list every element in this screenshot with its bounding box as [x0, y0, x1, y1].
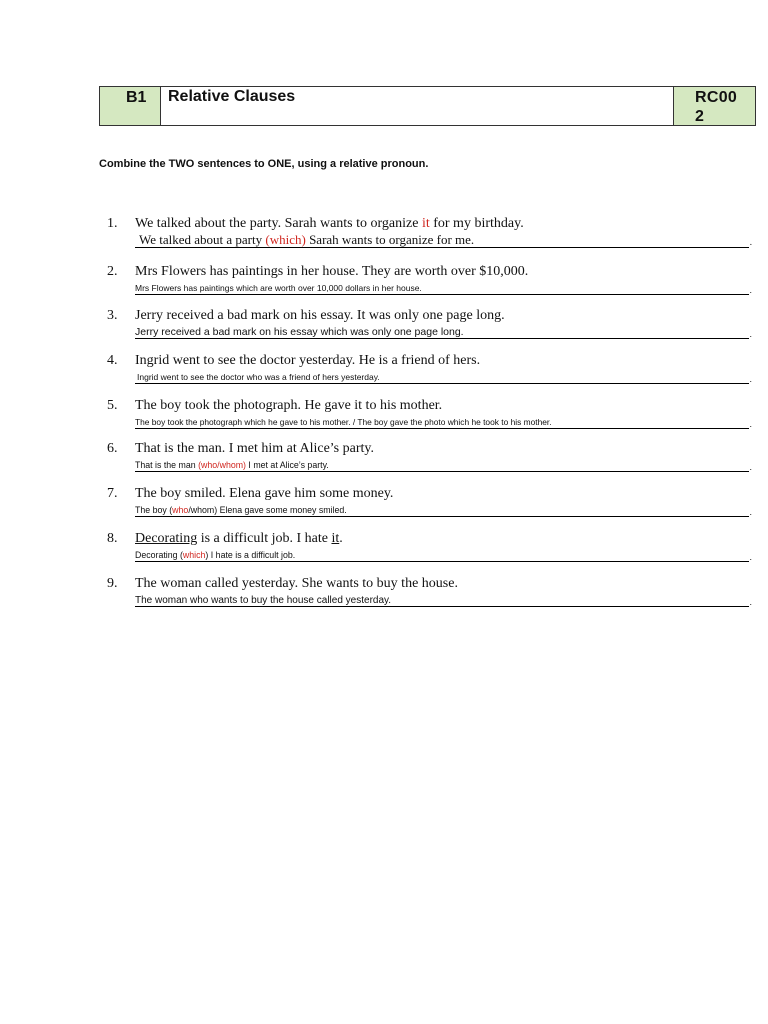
- answer-line: [135, 595, 752, 607]
- question: The boy smiled. Elena gave him some money.: [135, 486, 394, 501]
- answer-text: Mrs Flowers has paintings which are worth over 10,000 dollars in her house.: [135, 283, 422, 293]
- item-number: 7.: [107, 486, 118, 501]
- instruction: Combine the TWO sentences to ONE, using a relative pronoun.: [99, 158, 429, 170]
- answer-highlight: who: [172, 505, 189, 515]
- item-number: 5.: [107, 398, 118, 413]
- title-cell: Relative Clauses: [161, 87, 674, 125]
- answer-highlight: (which): [265, 232, 306, 247]
- question: The woman called yesterday. She wants to buy the house.: [135, 576, 458, 591]
- item-number: 2.: [107, 264, 118, 279]
- question-text-end: for my birthday.: [429, 216, 524, 231]
- answer-line: [135, 417, 752, 429]
- answer-text: The woman who wants to buy the house called yesterday.: [135, 595, 392, 606]
- line-period: .: [749, 374, 752, 384]
- question: Ingrid went to see the doctor yesterday. He is a friend of hers.: [135, 353, 481, 368]
- item-number: 3.: [107, 308, 118, 323]
- line-period: .: [749, 419, 752, 429]
- question: The boy took the photograph. He gave it to his mother.: [135, 398, 443, 413]
- question-highlight: it: [421, 216, 430, 231]
- answer-line: [135, 550, 752, 562]
- line-period: .: [749, 597, 752, 607]
- answer-text-end: Sarah wants to organize for me.: [305, 232, 475, 247]
- question-underlined-pronoun: it: [331, 531, 340, 546]
- answer-text: We talked about a party: [139, 232, 266, 247]
- code-line-1: RC00: [695, 89, 738, 106]
- question: [135, 531, 343, 547]
- line-period: .: [749, 285, 752, 295]
- answer-line: [135, 460, 752, 472]
- code-cell: [674, 87, 755, 125]
- answer-line: [135, 505, 752, 517]
- question: That is the man. I met him at Alice’s party.: [135, 441, 374, 456]
- answer-text: Jerry received a bad mark on his essay which was only one page long.: [135, 326, 464, 338]
- line-period: .: [749, 507, 752, 517]
- item-number: 4.: [107, 353, 118, 368]
- question-text: is a difficult job. I hate: [197, 531, 332, 546]
- item-number: 6.: [107, 441, 118, 456]
- answer-text-end: I met at Alice’s party.: [245, 460, 329, 470]
- answer-line: [135, 232, 752, 248]
- item-number: 8.: [107, 531, 118, 546]
- item-number: 9.: [107, 576, 118, 591]
- line-period: .: [749, 462, 752, 472]
- question-underlined: Decorating: [135, 531, 198, 546]
- line-period: .: [749, 329, 752, 339]
- answer-text: Ingrid went to see the doctor who was a friend of hers yesterday.: [137, 372, 380, 382]
- question-text: We talked about the party. Sarah wants to organize: [135, 216, 422, 231]
- code-line-2: 2: [695, 108, 705, 125]
- line-period: .: [749, 552, 752, 562]
- answer-text: That is the man: [135, 460, 199, 470]
- answer-text-end: ) I hate is a difficult job.: [205, 550, 296, 560]
- question: [135, 216, 524, 232]
- line-period: .: [749, 237, 752, 247]
- item-number: 1.: [107, 216, 118, 231]
- level-cell: B1: [100, 87, 161, 125]
- question: Jerry received a bad mark on his essay. It was only one page long.: [135, 308, 505, 323]
- answer-line: [135, 326, 752, 339]
- answer-line: [135, 283, 752, 295]
- header-table: [99, 86, 756, 126]
- answer-line: [135, 372, 752, 384]
- answer-text: The boy (: [135, 505, 173, 515]
- answer-text: Decorating (: [135, 550, 183, 560]
- answer-text: The boy took the photograph which he gave to his mother. / The boy gave the photo which he took to his mother.: [135, 417, 552, 427]
- answer-text-end: /whom) Elena gave some money smiled.: [188, 505, 347, 515]
- answer-highlight: which: [182, 550, 206, 560]
- answer-highlight: (who/whom): [198, 460, 246, 470]
- question-text-end: .: [339, 531, 343, 546]
- question: Mrs Flowers has paintings in her house. They are worth over $10,000.: [135, 264, 529, 279]
